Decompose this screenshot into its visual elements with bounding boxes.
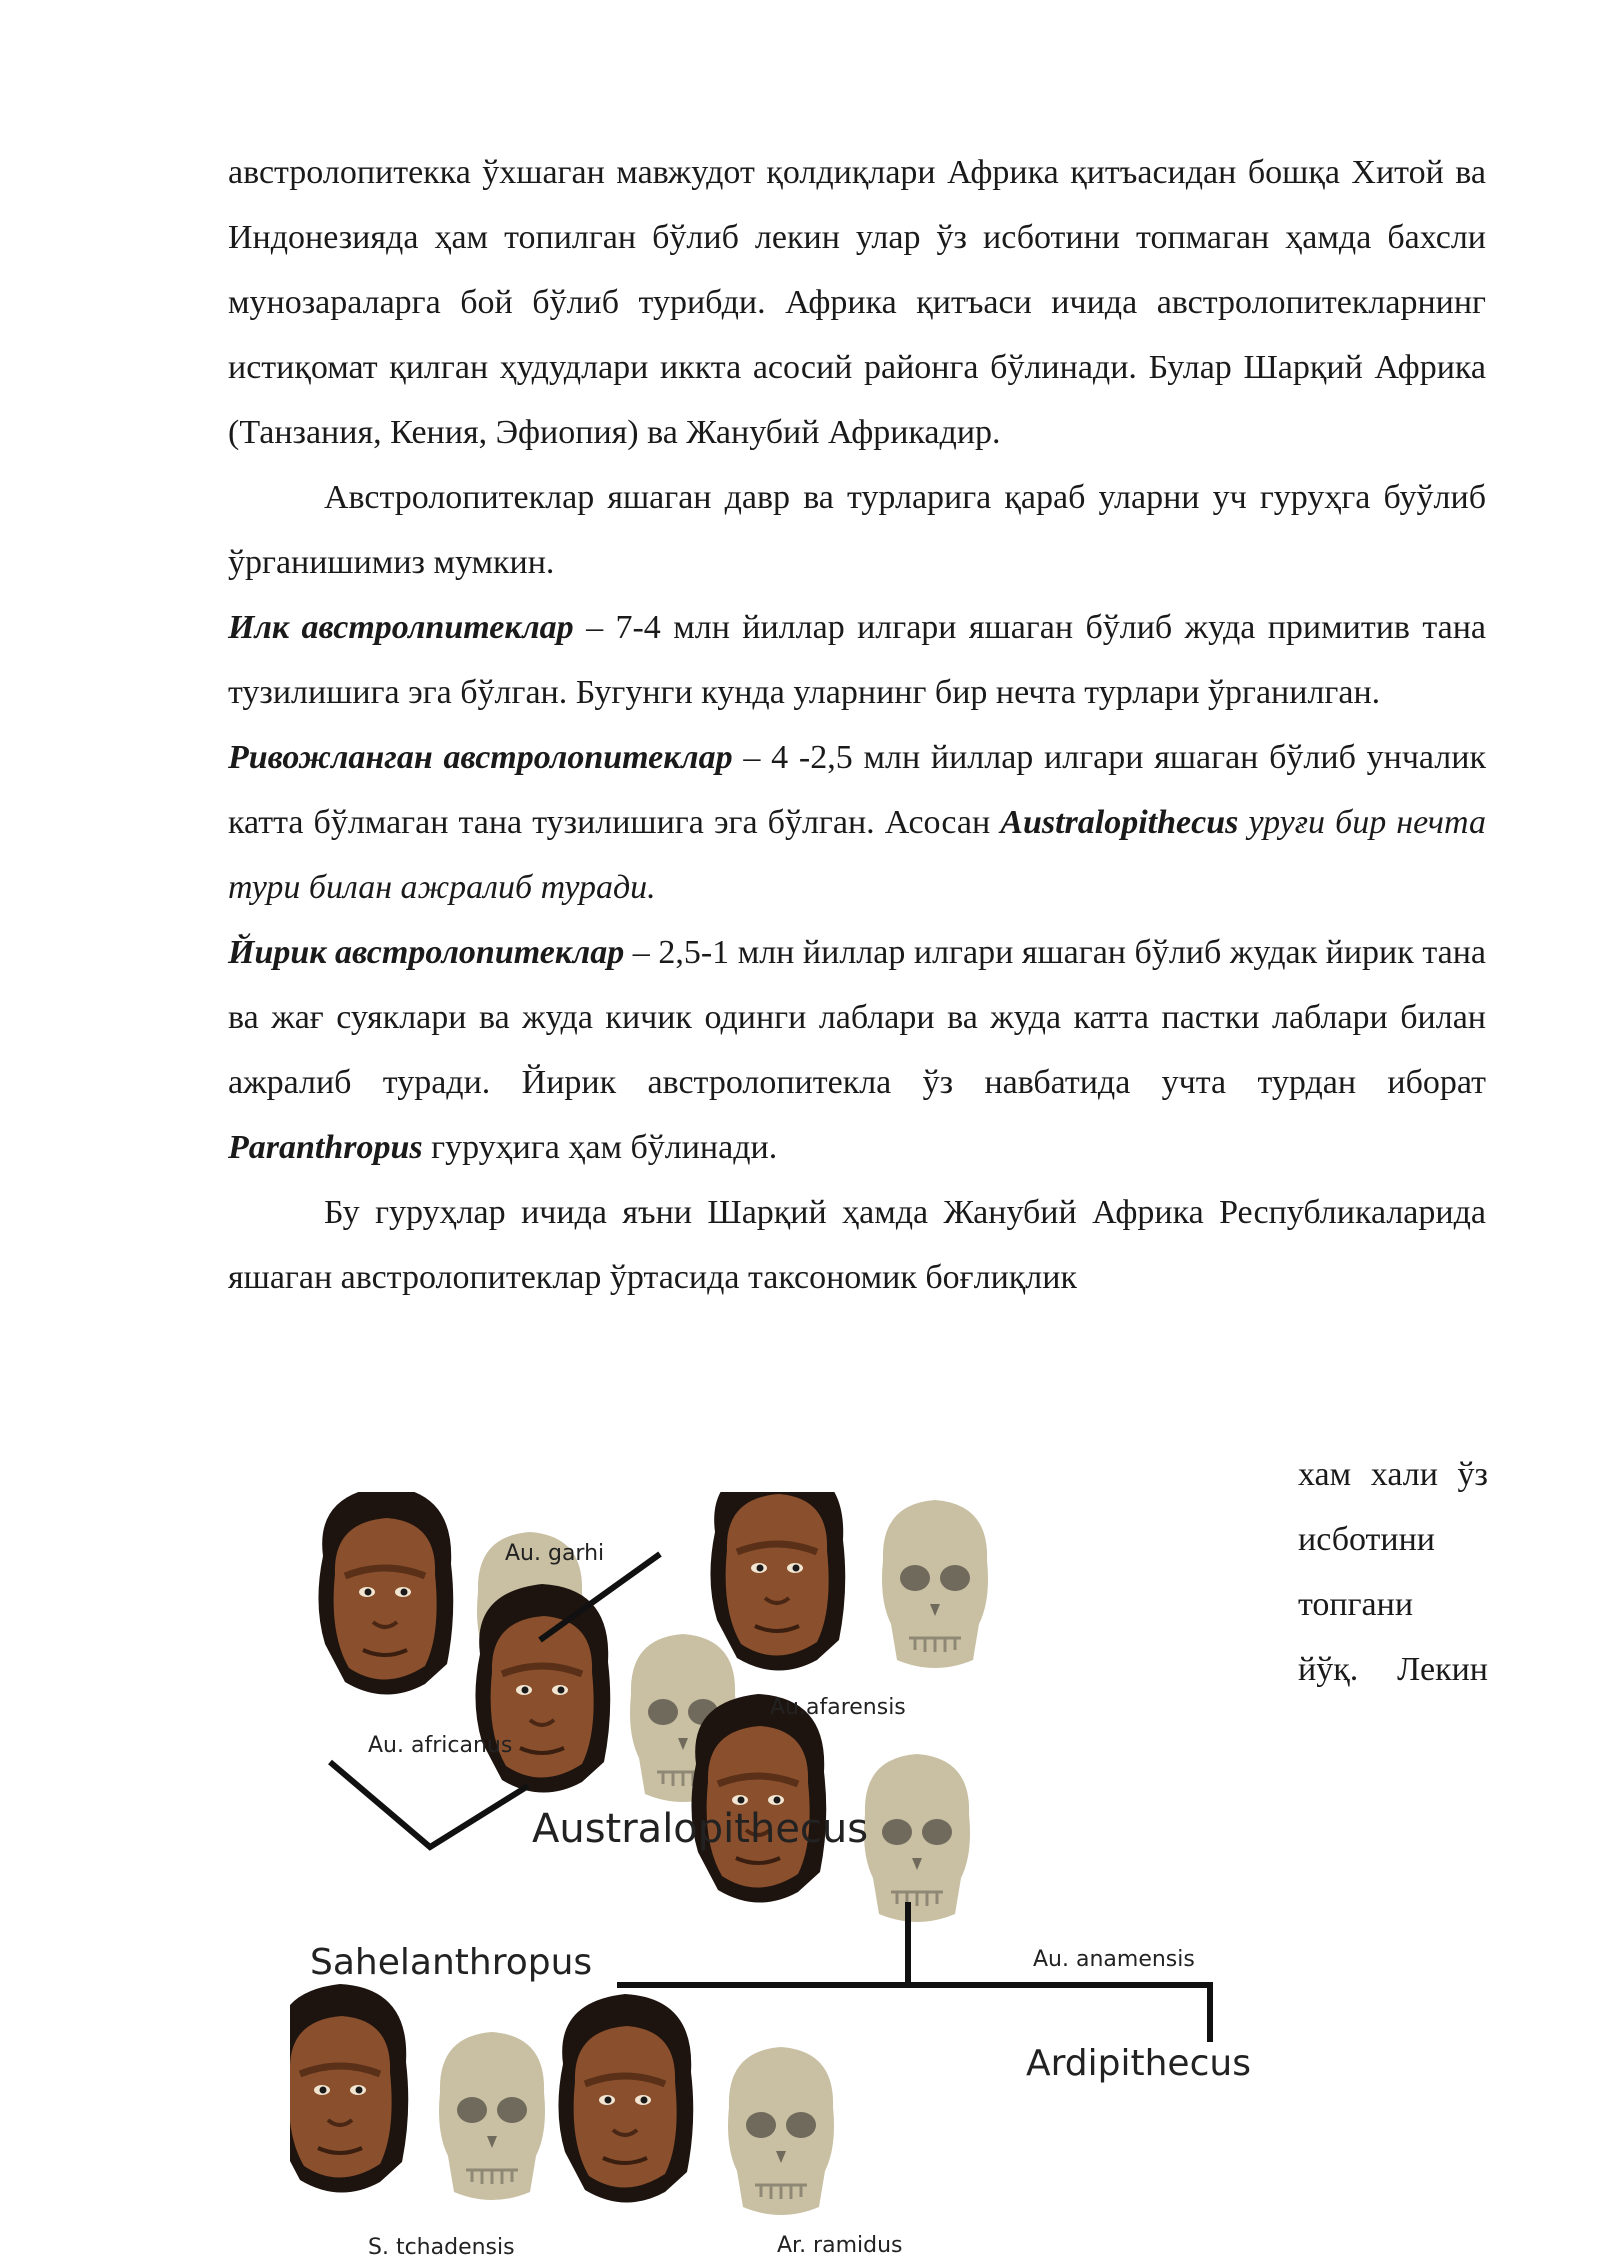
paragraph-1: австролопитекка ўхшаган мавжудот қолдиқлари Африка қитъасидан бошқа Хитой ва Индонезияда ҳам топилган бўлиб лекин улар ўз исботини топмаган ҳамда бахсли мунозараларга бой бўлиб турибди. Африка қитъаси ичида австролопитекларнинг истиқомат қилган ҳудудлари иккта асосий районга бўлинади. Булар Шарқий Африка (Танзания, Кения, Эфиопия) ва Жанубий Африкадир.	[228, 154, 1486, 451]
ar-ramidus-skull	[728, 2047, 834, 2215]
text-robust-tail: гуруҳига ҳам бўлинади.	[422, 1129, 778, 1166]
text-early: – 7-4 млн йиллар илгари яшаган бўлиб жуда примитив тана тузилишига эга бўлган. Бугунги кунда уларнинг бир нечта турлари ўрганилган.	[228, 609, 1487, 711]
side-line-4: йўқ. Лекин	[1298, 1651, 1488, 1688]
label-australopithecus: Australopithecus	[532, 1806, 869, 1852]
au-anamensis-face	[691, 1694, 826, 1903]
main-trunk-line	[617, 1985, 1210, 2042]
label-sahelanthropus: Sahelanthropus	[310, 1942, 593, 1983]
term-advanced: Ривожланган австролопитеклар	[228, 739, 733, 776]
hominin-tree-illustration	[290, 1492, 1270, 2262]
italic-tail: уруғи бир нечта тури билан ажралиб туради.	[228, 804, 1486, 906]
label-s-tchadensis: S. tchadensis	[368, 2235, 515, 2260]
au-afarensis-group	[710, 1492, 988, 1671]
side-line-1: хам хали ўз	[1298, 1456, 1488, 1493]
side-text	[1298, 1442, 1488, 1702]
genus-paranthropus: Paranthropus	[228, 1129, 423, 1166]
paragraph-advanced-australopithecines	[228, 725, 1486, 920]
term-robust: Йирик австролопитеклар	[228, 934, 625, 971]
paragraph-2: Австролопитеклар яшаган давр ва турларига қараб уларни уч гуруҳга буўлиб ўрганишимиз мумкин.	[228, 479, 1486, 581]
s-tchadensis-skull	[439, 2032, 545, 2200]
hominin-figure	[290, 1492, 1270, 2262]
ar-ramidus-group	[558, 1994, 834, 2215]
au-afarensis-skull	[882, 1500, 988, 1668]
term-early: Илк австролпитеклар	[228, 609, 574, 646]
s-tchadensis-group	[290, 1984, 545, 2200]
s-tchadensis-face	[290, 1984, 408, 2193]
paragraph-early-australopithecines	[228, 595, 1486, 725]
au-afarensis-face	[710, 1492, 845, 1671]
document-body	[228, 140, 1486, 1310]
genus-australopithecus: Australopithecus	[1000, 804, 1239, 841]
label-au-garhi: Au. garhi	[505, 1541, 605, 1566]
label-au-anamensis: Au. anamensis	[1033, 1947, 1195, 1972]
au-anamensis-skull	[864, 1754, 970, 1922]
paragraph-robust-australopithecines	[228, 920, 1486, 1180]
paragraph-taxonomy: Бу гуруҳлар ичида яъни Шарқий ҳамда Жанубий Африка Республикаларида яшаган австролопитеклар ўртасида таксономик боғлиқлик	[228, 1194, 1486, 1296]
ar-ramidus-face	[558, 1994, 693, 2203]
label-ardipithecus: Ardipithecus	[1026, 2043, 1251, 2084]
side-line-2: исботини	[1298, 1521, 1435, 1558]
label-au-africanus: Au. africanus	[368, 1733, 513, 1758]
label-au-afarensis: Au.afarensis	[770, 1695, 906, 1720]
au-africanus-face	[318, 1492, 453, 1695]
text-advanced: – 4 -2,5 млн йиллар илгари яшаган бўлиб унчалик катта бўлмаган тана тузилишига эга бўлган. Асосан	[228, 739, 1486, 841]
africanus-branch-line	[330, 1762, 528, 1847]
text-robust: – 2,5-1 млн йиллар илгари яшаган бўлиб жудак йирик тана ва жағ суяклари ва жуда кичик одинги лаблари ва жуда катта пастки лаблари билан ажралиб туради. Йирик австролопитекла ўз навбатида учта турдан иборат	[228, 934, 1486, 1101]
label-ar-ramidus: Ar. ramidus	[777, 2233, 903, 2258]
side-line-3: топгани	[1298, 1586, 1414, 1623]
au-garhi-face	[475, 1584, 610, 1793]
